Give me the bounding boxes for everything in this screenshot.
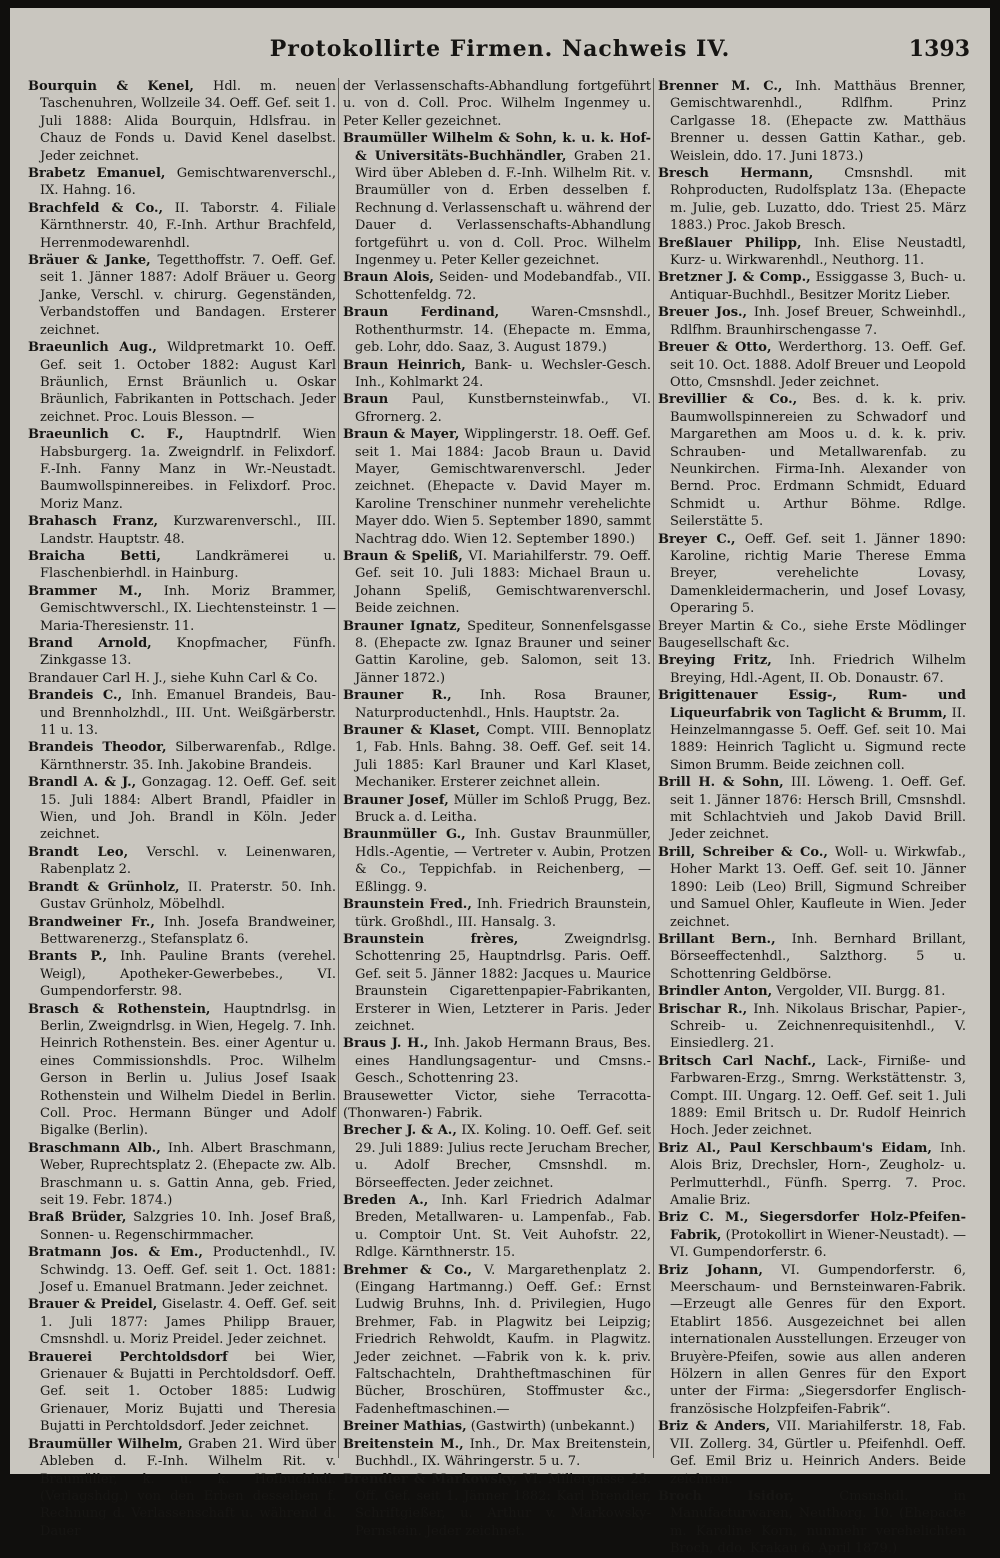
firm-name: Braun & Mayer, [343, 427, 460, 443]
entry-text: Lack-, Firniße- und Farbwaren-Erzg., Smrng. Werkstättenstr. 3, Compt. III. Ungarg. 12. Oeff. Gef. seit 1. Juli 1889: Emil Britsch u. Dr. Rudolf Heinrich Hoch. Jeder zeichnet. [670, 1053, 966, 1139]
directory-entry [28, 1349, 336, 1436]
firm-name: Brabetz Emanuel, [28, 166, 166, 182]
directory-entry [28, 774, 336, 844]
entry-text: Inh., Dr. Max Breitenstein, Buchhdl., IX. Währingerstr. 5 u. 7. [355, 1436, 651, 1470]
entry-text: II. Heinzelmanngasse 5. Oeff. Gef. seit 10. Mai 1889: Heinrich Taglicht u. Sigmund recte Simon Brumm. Beide zeichnen coll. [670, 705, 966, 773]
directory-entry [28, 583, 336, 635]
firm-name: Briz C. M., Siegersdorfer Holz-Pfeifen-Fabrik, [658, 1210, 966, 1243]
directory-entry [658, 774, 966, 844]
entry-text: Brausewetter Victor, siehe Terracotta- (Thonwaren-) Fabrik. [343, 1088, 651, 1121]
directory-page [10, 8, 990, 1557]
firm-name: Braeunlich Aug., [28, 340, 157, 356]
directory-entry [28, 739, 336, 774]
entry-text: Verschl. v. Leinenwaren, Rabenplatz 2. [40, 844, 336, 878]
directory-entry [28, 670, 336, 687]
directory-entry [658, 687, 966, 774]
firm-name: Brachfeld & Co., [28, 200, 164, 216]
entry-text: Hdl. m. neuen Taschenuhren, Wollzeile 34. Oeff. Gef. seit 1. Juli 1888: Alida Bourquin, Hdlsfrau. in Chauz de Fonds u. David Kenel daselbst. Jeder zeichnet. [40, 79, 336, 164]
entry-text: Breyer Martin & Co., siehe Erste Mödlinger Baugesellschaft &c. [658, 618, 966, 651]
firm-name: Brauner Josef, [343, 792, 449, 808]
directory-entry [28, 548, 336, 583]
entry-text: Paul, Kunstbernsteinwfab., VI. Gfrornerg. 2. [355, 392, 651, 425]
directory-entry [343, 357, 651, 392]
firm-name: Braun & Speliß, [343, 548, 463, 564]
page-number: 1393 [908, 36, 970, 62]
directory-entry [658, 931, 966, 983]
firm-name: Braeunlich C. F., [28, 427, 184, 443]
entry-text: Müller im Schloß Prugg, Bez. Bruck a. d. Leitha. [355, 792, 651, 826]
directory-entry [658, 1053, 966, 1140]
directory-entry [28, 200, 336, 252]
firm-name: Breiner Mathias, [343, 1419, 467, 1435]
entry-text: Inh. Jakob Hermann Braus, Bes. eines Handlungsagentur- und Cmsns.-Gesch., Schottenring 23. [355, 1036, 651, 1087]
firm-name: Braun Alois, [343, 270, 434, 286]
page-header [30, 36, 970, 68]
directory-entry [658, 844, 966, 931]
entry-text: Spediteur, Sonnenfelsgasse 8. (Ehepacte zw. Ignaz Brauner und seiner Gattin Karoline, geb. Salomon, seit 13. Jänner 1872.) [355, 618, 651, 686]
directory-entry [343, 931, 651, 1035]
firm-name: Briz Al., Paul Kerschbaum's Eidam, [658, 1140, 932, 1156]
firm-name: Brauer & Preidel, [28, 1297, 158, 1313]
firm-name: Brauerei Perchtoldsdorf [28, 1349, 228, 1365]
column-2 [343, 78, 652, 1539]
directory-entry [343, 826, 651, 896]
directory-entry [658, 1001, 966, 1053]
firm-name: Brecher J. & A., [343, 1123, 457, 1139]
directory-entry [658, 304, 966, 339]
directory-entry [658, 78, 966, 165]
entry-text: Zweigndrlsg. Schottenring 25, Hauptndrlsg. Paris. Oeff. Gef. seit 5. Jänner 1882: Jacques u. Maurice Braunstein Cigarettenpapier-Fabrikanten, Ersterer in Wien, Letzterer in Paris. Jeder zeichnet. [355, 931, 651, 1034]
firm-name: Breuer & Otto, [658, 340, 772, 356]
firm-name: Briz & Anders, [658, 1419, 771, 1435]
entry-text: Inh. Albert Braschmann, Weber, Ruprechtsplatz 2. (Ehepacte zw. Alb. Braschmann u. s. Gattin Anna, geb. Fried, seit 19. Febr. 1874.) [40, 1140, 336, 1208]
directory-entry [658, 165, 966, 235]
entry-text: Inh. Nikolaus Brischar, Papier-, Schreib- u. Zeichnenrequisitenhdl., V. Einsiedlerg. 21. [670, 1001, 966, 1052]
entry-text: Tegetthoffstr. 7. Oeff. Gef. seit 1. Jänner 1887: Adolf Bräuer u. Georg Janke, Verschl. v. chirurg. Gegenständen, Verbandstoffen und Bandagen. Ersterer zeichnet. [40, 253, 337, 338]
firm-name: Breßlauer Philipp, [658, 235, 802, 251]
entry-text: Brandauer Carl H. J., siehe Kuhn Carl & Co. [28, 670, 318, 686]
entry-text: Vergolder, VII. Burgg. 81. [776, 984, 946, 1000]
directory-entry [343, 548, 651, 618]
entry-text: Bank- u. Wechsler-Gesch. Inh., Kohlmarkt 24. [355, 357, 651, 390]
entry-text: Inh. Karl Friedrich Adalmar Breden, Metallwaren- u. Lampenfab., Fab. u. Comptoir Unt. St. Veit Auhofstr. 22, Rdlge. Kärnthnerstr. 15. [355, 1193, 651, 1261]
firm-name: Braschmann Alb., [28, 1140, 161, 1156]
directory-entry [343, 618, 651, 688]
column-3 [658, 78, 967, 1557]
entry-text: Salzgries 10. Inh. Josef Braß, Sonnen- u. Regenschirmmacher. [40, 1210, 336, 1243]
firm-name: Braun Heinrich, [343, 357, 466, 373]
directory-entry [343, 1436, 651, 1471]
entry-text: Inh. Matthäus Brenner, Gemischtwarenhdl., Rdlfhm. Prinz Carlgasse 18. (Ehepacte zw. Matthäus Brenner u. dessen Gattin Kathar., geb. Weislein, ddo. 17. Juni 1873.) [670, 79, 966, 164]
entry-text: IX. Koling. 10. Oeff. Gef. seit 29. Juli 1889: Julius recte Jerucham Brecher, u. Adolf Brecher, Cmsnshdl. m. Börseeffecten. Jeder zeichnet. [355, 1123, 651, 1191]
firm-name: Braunstein frères, [343, 931, 519, 947]
directory-entry [343, 130, 651, 269]
firm-name: Bräuer & Janke, [28, 253, 151, 269]
firm-name: Braus J. H., [343, 1036, 429, 1052]
entry-text: Woll- u. Wirkwfab., Hoher Markt 13. Oeff. Gef. seit 10. Jänner 1890: Leib (Leo) Brill, Sigmund Schreiber und Samuel Ohler, Kaufleute in Wien. Jeder zeichnet. [670, 844, 966, 930]
entry-text: Hauptndrlf. Wien Habsburgerg. 1a. Zweigndrlf. in Felixdorf. F.-Inh. Fanny Manz in Wr.-Neustadt. Baumwollspinnereibes. in Felixdorf. Proc. Moriz Manz. [40, 427, 336, 512]
firm-name: Brill H. & Sohn, [658, 775, 784, 791]
entry-text: (Gastwirth) (unbekannt.) [470, 1419, 635, 1435]
directory-entry [28, 687, 336, 739]
entry-text: Oeff. Gef. seit 1. Jänner 1890: Karoline, richtig Marie Therese Emma Breyer, verehelichte Lovasy, Damenkleidermacherin, und Josef Lovasy, Operaring 5. [670, 531, 966, 617]
firm-name: Braicha Betti, [28, 548, 161, 564]
directory-entry [343, 1122, 651, 1192]
firm-name: Brasch & Rothenstein, [28, 1001, 211, 1017]
entry-text: Productenhdl., IV. Schwindg. 13. Oeff. Gef. seit 1. Oct. 1881: Josef u. Emanuel Bratmann. Jeder zeichnet. [40, 1245, 336, 1296]
firm-name: Bresch Hermann, [658, 166, 814, 182]
firm-name: Braumüller Wilhelm, [28, 1436, 183, 1452]
directory-entry [343, 269, 651, 304]
firm-name: Brandeis Theodor, [28, 740, 167, 756]
firm-name: Braunstein Fred., [343, 897, 472, 913]
directory-entry [28, 635, 336, 670]
directory-entry [28, 252, 336, 339]
directory-entry [343, 1035, 651, 1087]
directory-entry [658, 1262, 966, 1419]
entry-text: Kurzwarenverschl., III. Landstr. Hauptstr. 48. [40, 514, 336, 547]
directory-entry [343, 1192, 651, 1262]
entry-text: Bes. d. k. k. priv. Baumwollspinnereien zu Schwadorf und Margarethen am Moos u. d. k. k. priv. Schrauben- und Metallwarenfab. zu Neunkirchen. Firma-Inh. Alexander von Bernd. Proc. Erdmann Schmidt, Eduard Schmidt u. Arthur Böhme. Rdlge. Seilerstätte 5. [670, 392, 966, 530]
firm-name: Braun [343, 392, 389, 408]
directory-entry [28, 948, 336, 1000]
firm-name: Broch Isidor, [658, 1488, 795, 1504]
entry-text: Graben 21. Wird über Ableben d. F.-Inh. Wilhelm Rit. v. Braumüller von d. Erben desselben f. Rechnung d. Verlassenschaft u. während der Dauer d. Verlassenschafts-Abhandlung fortgeführt u. von d. Coll. Proc. Wilhelm Ingenmey u. Peter Keller gezeichnet. [355, 148, 651, 269]
entry-text: Giselastr. 4. Oeff. Gef. seit 1. Juli 1877: James Philipp Brauer, Cmsnshdl. u. Moriz Preidel. Jeder zeichnet. [40, 1297, 337, 1348]
directory-entry [658, 339, 966, 391]
firm-name: Brauner & Klaset, [343, 723, 481, 739]
directory-entry [343, 391, 651, 426]
firm-name: Breuer Jos., [658, 305, 748, 321]
firm-name: Brandl A. & J., [28, 775, 137, 791]
entry-text: Inh. Bernhard Brillant, Börseeffectenhdl., Salzthorg. 5 u. Schottenring Geldbörse. [670, 931, 966, 982]
entry-text: VI. Mariahilferstr. 79. Oeff. Gef. seit 10. Juli 1883: Michael Braun u. Johann Speliß, Gemischtwarenverschl. Beide zeichnen. [355, 548, 651, 617]
entry-text: III. Löweng. 1. Oeff. Gef. seit 1. Jänner 1876: Hersch Brill, Cmsnshdl. mit Schlachtvieh und Jakob David Brill. Jeder zeichnet. [670, 775, 966, 843]
firm-name: Brants P., [28, 949, 108, 965]
firm-name: Brandt & Grünholz, [28, 879, 180, 895]
directory-entry [28, 1244, 336, 1296]
directory-entry [343, 78, 651, 130]
firm-name: Brehmer & Co., [343, 1262, 472, 1278]
directory-entry [28, 1001, 336, 1140]
firm-name: Braumüller Wilhelm & Sohn, k. u. k. Hof- & Universitäts-Buchhändler, [343, 131, 651, 164]
entry-text: Compt. VIII. Bennoplatz 1, Fab. Hnls. Bahng. 38. Oeff. Gef. seit 14. Juli 1885: Karl Brauner und Karl Klaset, Mechaniker. Ersterer zeichnet allein. [355, 723, 652, 791]
entry-text: Werderthorg. 13. Oeff. Gef. seit 10. Oct. 1888. Adolf Breuer und Leopold Otto, Cmsnshdl. Jeder zeichnet. [670, 340, 966, 390]
firm-name: Brindler Anton, [658, 984, 773, 1000]
entry-text: Inh. Friedrich Braunstein, türk. Großhdl., III. Hansalg. 3. [355, 897, 651, 930]
firm-name: Breyer C., [658, 531, 736, 547]
entry-text: Inh. Josef Breuer, Schweinhdl., Rdlfhm. Braunhirschengasse 7. [670, 305, 966, 338]
directory-entry [28, 1209, 336, 1244]
firm-name: Breitenstein M., [343, 1436, 464, 1452]
firm-name: Brigittenauer Essig-, Rum- und Liqueurfabrik von Taglicht & Brumm, [658, 688, 966, 721]
entry-text: Inh. Elise Neustadtl, Kurz- u. Wirkwarenhdl., Neuthorg. 11. [670, 235, 966, 269]
entry-text: Landkrämerei u. Flaschenbierhdl. in Hainburg. [40, 548, 336, 582]
entry-text: II. Taborstr. 4. Filiale Kärnthnerstr. 40, F.-Inh. Arthur Brachfeld, Herrenmodewarenhdl. [40, 200, 336, 251]
directory-entry [658, 391, 966, 530]
directory-entry [343, 792, 651, 827]
entry-text: Inh. Josefa Brandweiner, Bettwarenerzg., Stefansplatz 6. [40, 914, 337, 947]
entry-text: Silberwarenfab., Rdlge. Kärnthnerstr. 35. Inh. Jakobine Brandeis. [40, 740, 336, 773]
entry-text: Seiden- und Modebandfab., VII. Schottenfeldg. 72. [355, 270, 651, 303]
firm-name: Brischar R., [658, 1001, 748, 1017]
directory-entry [28, 1140, 336, 1210]
directory-entry [658, 269, 966, 304]
firm-name: Braß Brüder, [28, 1210, 127, 1226]
firm-name: Breying Fritz, [658, 653, 772, 669]
firm-name: Brandt Leo, [28, 844, 129, 860]
firm-name: Braunmüller G., [343, 827, 466, 843]
directory-entry [28, 165, 336, 200]
firm-name: Brillant Bern., [658, 931, 776, 947]
directory-entry [658, 235, 966, 270]
entry-text: Wipplingerstr. 18. Oeff. Gef. seit 1. Mai 1884: Jacob Braun u. David Mayer, Gemischtwarenverschl. Jeder zeichnet. (Ehepacte v. David Mayer m. Karoline Trenschiner nunmehr verehelichte Mayer ddo. Wien 5. September 1890, sammt Nachtrag ddo. Wien 12. September 1890.) [355, 427, 651, 547]
directory-entry [658, 1418, 966, 1488]
firm-name: Brammer M., [28, 583, 143, 599]
directory-entry [343, 1418, 651, 1435]
directory-entry [343, 722, 651, 792]
firm-name: Breden A., [343, 1193, 429, 1208]
directory-entry [658, 652, 966, 687]
entry-text: Inh. Alois Briz, Drechsler, Horn-, Zeugholz- u. Perlmutterhdl., Fünfh. Sperrg. 7. Proc. Amalie Briz. [670, 1140, 966, 1208]
directory-entry [343, 687, 651, 722]
firm-name: Brandweiner Fr., [28, 914, 155, 930]
firm-name: Brevillier & Co., [658, 392, 798, 408]
entry-text: Knopfmacher, Fünfh. Zinkgasse 13. [40, 636, 336, 669]
entry-text: Gonzagag. 12. Oeff. Gef. seit 15. Juli 1884: Albert Brandl, Pfaidler in Wien, und Joh. Brandl in Köln. Jeder zeichnet. [40, 775, 336, 843]
entry-text: Inh. Pauline Brants (verehel. Weigl), Apotheker-Gewerbebes., VI. Gumpendorferstr. 98. [40, 949, 336, 1000]
entry-text: V. Margarethenplatz 2. (Eingang Hartmanng.) Oeff. Gef.: Ernst Ludwig Bruhns, Inh. d. Privilegien, Hugo Brehmer, Fab. in Plagwitz bei Leipzig; Friedrich Rehwoldt, Kaufm. in Plagwitz. Jeder zeichnet. —Fabrik von k. k. priv. Faltschachteln, Drahtheftmaschinen für Bücher, Broschüren, Stoffmuster &c., Fadenheftmaschinen.— [355, 1262, 651, 1417]
entry-text: II. Praterstr. 50. Inh. Gustav Grünholz, Möbelhdl. [40, 879, 336, 913]
firm-name: Brandeis C., [28, 688, 123, 704]
directory-entry [343, 1088, 651, 1123]
column-1 [28, 78, 337, 1539]
firm-name: Bratmann Jos. & Em., [28, 1245, 203, 1261]
entry-text: der Verlassenschafts-Abhandlung fortgeführt u. von d. Coll. Proc. Wilhelm Ingenmey u. Peter Keller gezeichnet. [343, 79, 651, 129]
directory-entry [343, 1262, 651, 1419]
firm-name: Braun Ferdinand, [343, 305, 500, 321]
directory-entry [658, 1488, 966, 1558]
directory-entry [658, 618, 966, 653]
directory-entry [343, 1471, 651, 1541]
entry-text: Cmsnshdl. in Manufacturwaren, Neuthorg. 10. (Ehepacte m. Karoline Korn, nunmehr verehelichten Broch, ddo. Krakau 6. April 1879.) [670, 1488, 966, 1557]
entry-text: VI. Millergasse 23. Off. Gef. seit 1. Jänner 1882: Karl Brendler, Schriftgießer, u. Arthur v. Markowsky-Pernstein. Jeder zeichnet. [355, 1471, 651, 1539]
directory-entry [658, 983, 966, 1000]
entry-text: Wildpretmarkt 10. Oeff. Gef. seit 1. October 1882: August Karl Bräunlich, Ernst Bräunlich u. Oskar Bräunlich, Fabrikanten in Pottschach. Jeder zeichnet. Proc. Louis Blesson. — [40, 340, 336, 425]
firm-name: Brill, Schreiber & Co., [658, 844, 828, 860]
firm-name: Brahasch Franz, [28, 514, 159, 530]
directory-entry [343, 426, 651, 548]
firm-name: Britsch Carl Nachf., [658, 1053, 817, 1069]
entry-text: Inh. Emanuel Brandeis, Bau- und Brennholzhdl., III. Unt. Weißgärberstr. 11 u. 13. [40, 688, 336, 739]
directory-entry [28, 844, 336, 879]
entry-text: Essiggasse 3, Buch- u. Antiquar-Buchhdl., Besitzer Moritz Lieber. [670, 270, 967, 303]
entry-text: VI. Gumpendorferstr. 6, Meerschaum- und Bernsteinwaren-Fabrik. —Erzeugt alle Genres für den Export. Etablirt 1856. Ausgezeichnet bei allen internationalen Ausstellungen. Erzeuger von Bruyère-Pfeifen, sowie aus allen anderen Hölzern in allen Genres für den Export unter der Firma: „Siegersdorfer Englisch-französische Holzpfeifen-Fabrik“. [670, 1262, 966, 1417]
directory-entry [28, 1296, 336, 1348]
column-divider [338, 78, 339, 1458]
column-divider [653, 78, 654, 1458]
firm-name: Brauner R., [343, 688, 452, 704]
firm-name: Briz Johann, [658, 1262, 763, 1278]
directory-entry [343, 304, 651, 356]
entry-text: Cmsnshdl. mit Rohproducten, Rudolfsplatz 13a. (Ehepacte m. Julie, geb. Luzatto, ddo. Triest 25. März 1883.) Proc. Jakob Bresch. [670, 166, 966, 234]
entry-text: VII. Mariahilferstr. 18, Fab. VII. Zollerg. 34, Gürtler u. Pfeifenhdl. Oeff. Gef. Emil Briz u. Heinrich Anders. Beide zeichnen. [670, 1419, 966, 1487]
directory-entry [343, 896, 651, 931]
firm-name: Brand Arnold, [28, 636, 152, 651]
directory-entry [28, 914, 336, 949]
entry-text: Graben 21. Wird über Ableben d. F.-Inh. Wilhelm Rit. v. Braumüller, k. u. k. Hofbuchhdl. (Verlagshdg.) von den Erben desselben f. Rechnung d. Verlassenschaft u. während d. Dauer [40, 1436, 336, 1539]
entry-text: Inh. Gustav Braunmüller, Hdls.-Agentie, — Vertreter v. Aubin, Protzen & Co., Teppichfab. in Reichenberg, — Eßlingg. 9. [355, 827, 651, 895]
entry-text: bei Wier, Grienauer & Bujatti in Perchtoldsdorf. Oeff. Gef. seit 1. October 1885: Ludwig Grienauer, Moriz Bujatti und Theresia Bujatti in Perchtoldsdorf. Jeder zeichnet. [40, 1349, 336, 1435]
directory-entry [658, 1209, 966, 1261]
directory-entry [28, 339, 336, 426]
entry-text: Inh. Friedrich Wilhelm Breying, Hdl.-Agent, II. Ob. Donaustr. 67. [670, 653, 966, 686]
entry-text: Gemischtwarenverschl., IX. Hahng. 16. [40, 166, 336, 199]
entry-text: Inh. Rosa Brauner, Naturproductenhdl., Hnls. Hauptstr. 2a. [355, 688, 651, 721]
firm-name: Bretzner J. & Comp., [658, 270, 811, 286]
firm-name: Bourquin & Kenel, [28, 79, 194, 94]
directory-entry [28, 513, 336, 548]
directory-entry [28, 1436, 336, 1540]
directory-entry [658, 1140, 966, 1210]
directory-entry [658, 531, 966, 618]
firm-name: Brendler & Markowsky, [343, 1471, 518, 1487]
entry-text: Inh. Moriz Brammer, Gemischtwverschl., IX. Liechtensteinstr. 1 — Maria-Theresienstr. 11. [40, 583, 337, 634]
entry-text: (Protokollirt in Wiener-Neustadt). — VI. Gumpendorferstr. 6. [670, 1227, 966, 1261]
firm-name: Brauner Ignatz, [343, 618, 461, 634]
directory-entry [28, 879, 336, 914]
entry-text: Waren-Cmsnshdl., Rothenthurmstr. 14. (Ehepacte m. Emma, geb. Lohr, ddo. Saaz, 3. August 1879.) [355, 305, 651, 356]
firm-name: Brenner M. C., [658, 79, 783, 94]
directory-entry [28, 426, 336, 513]
entry-text: Hauptndrlsg. in Berlin, Zweigndrlsg. in Wien, Hegelg. 7. Inh. Heinrich Rothenstein. Bes. einer Agentur u. eines Commissionshdls. Proc. Wilhelm Gerson in Berlin u. Julius Josef Isaak Rothenstein und Wilhelm Diedel in Berlin. Coll. Proc. Hermann Bünger und Adolf Bigalke (Berlin). [40, 1001, 336, 1139]
directory-entry [28, 78, 336, 165]
running-title: Protokollirte Firmen. Nachweis IV. [269, 36, 731, 62]
